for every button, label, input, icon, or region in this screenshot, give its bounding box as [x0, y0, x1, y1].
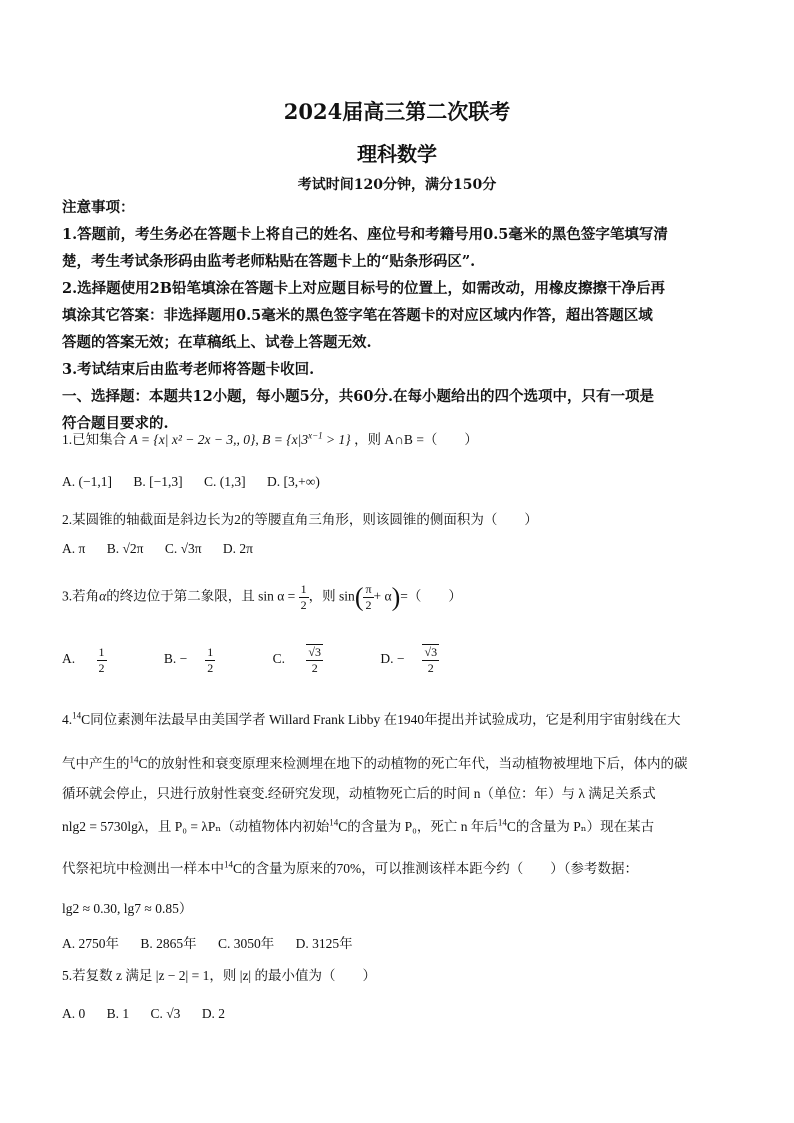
question-4-line-4: nlg2 = 5730lgλ，且 P₀ = λPₙ（动植物体内初始$^{14}$C的含量为 P₀，死亡 n 年后$^{14}$C的含量为 Pₙ）现在某古: [62, 817, 655, 834]
fraction-pi-half: $\frac{\pi}{2}$: [365, 582, 372, 612]
notes-heading: 注意事项：: [62, 199, 135, 216]
set-a: A = {x| x² − 2x − 3,, 0}: [129, 432, 256, 447]
note-3: 3.考试结束后由监考老师将答题卡收回.: [62, 361, 315, 378]
option-c: C. $\frac{√3}{2}$: [272, 645, 321, 675]
question-4-line-6: lg2 ≈ 0.30, lg7 ≈ 0.85）: [62, 901, 193, 916]
exam-title: 2024届高三第二次联考: [283, 99, 511, 124]
question-4-line-3: 循环就会停止，只进行放射性衰变.经研究发现，动植物死亡后的时间 n（单位：年）与 λ 满足关系式: [62, 786, 656, 801]
section-heading-a: 一、选择题：本题共12小题，每小题5分，共60分.在每小题给出的四个选项中，只有一项是: [62, 388, 654, 405]
option-c: C. (1,3]: [203, 474, 246, 489]
note-1a: 1.答题前，考生务必在答题卡上将自己的姓名、座位号和考籍号用0.5毫米的黑色签字笔填写清: [62, 226, 668, 243]
option-a: A. π: [62, 541, 86, 556]
option-d: D. [3,+∞): [266, 474, 320, 489]
option-b: B. 1: [106, 1006, 130, 1021]
time-info: 考试时间120分钟，满分150分: [297, 177, 497, 193]
option-b: B. − $\frac{1}{2}$: [163, 644, 214, 675]
option-a: A. $\frac{1}{2}$: [62, 644, 105, 675]
section-heading-b: 符合题目要求的.: [62, 415, 169, 432]
question-3: 3.若角α的终边位于第二象限，且 sin α = $\frac{1}{2}$ ，则 sin( $\frac{\pi}{2}$ + α)=（ ）: [62, 582, 462, 612]
question-1-options: [62, 474, 742, 490]
option-b: B. [−1,3]: [133, 474, 183, 489]
question-2-options: [62, 541, 742, 557]
option-a: A. 2750年: [62, 936, 119, 951]
option-b: B. 2865年: [140, 936, 197, 951]
option-b: B. √2π: [106, 541, 144, 556]
question-4-line-5: 代祭祀坑中检测出一样本中$^{14}$C的含量为原来的70%，可以推测该样本距今约（ ）（参考数据：: [62, 859, 638, 876]
option-a: A. 0: [62, 1006, 86, 1021]
question-2: 2.某圆锥的轴截面是斜边长为2的等腰直角三角形，则该圆锥的侧面积为（ ）: [62, 512, 538, 527]
question-3-options: [62, 644, 742, 676]
set-b: $B = \{x|3^{x-1} > 1\}$: [262, 430, 351, 447]
option-d: D. 3125年: [295, 936, 353, 951]
question-5: 5.若复数 z 满足 |z − 2| = 1，则 |z| 的最小值为（ ）: [62, 968, 377, 983]
option-d: D. 2π: [222, 541, 253, 556]
subject-title: 理科数学: [357, 142, 437, 166]
option-c: C. √3: [150, 1006, 181, 1021]
option-c: C. 3050年: [218, 936, 275, 951]
question-4-line-2: 气中产生的$^{14}$C的放射性和衰变原理来检测埋在地下的动植物的死亡年代，当动植物被埋地下后，体内的碳: [62, 754, 688, 771]
question-1: 1.已知集合 A = {x| x² − 2x − 3,, 0}, $B = \{x|3^{x-1} > 1\}$ ，则 A∩B =（ ）: [62, 430, 478, 447]
option-d: D. 2: [201, 1006, 226, 1021]
option-c: C. √3π: [164, 541, 202, 556]
note-1b: 楚，考生考试条形码由监考老师粘贴在答题卡上的“贴条形码区”.: [62, 253, 476, 270]
question-5-options: [62, 1006, 742, 1022]
question-4-line-1: 4.14C同位素测年法最早由美国学者 Willard Frank Libby 在1940年提出并试验成功，它是利用宇宙射线在大: [62, 710, 681, 727]
option-a: A. (−1,1]: [62, 474, 112, 489]
fraction-one-half: $\frac{1}{2}$: [300, 582, 307, 612]
question-4-options: [62, 932, 742, 952]
note-2b: 填涂其它答案：非选择题用0.5毫米的黑色签字笔在答题卡的对应区域内作答，超出答题区域: [62, 307, 653, 324]
note-2c: 答题的答案无效；在草稿纸上、试卷上答题无效.: [62, 334, 372, 351]
option-d: D. − $\frac{√3}{2}$: [380, 645, 438, 675]
notes-block: [62, 194, 734, 437]
note-2a: 2.选择题使用2B铅笔填涂在答题卡上对应题目标号的位置上，如需改动，用橡皮擦擦干净后再: [62, 280, 665, 297]
